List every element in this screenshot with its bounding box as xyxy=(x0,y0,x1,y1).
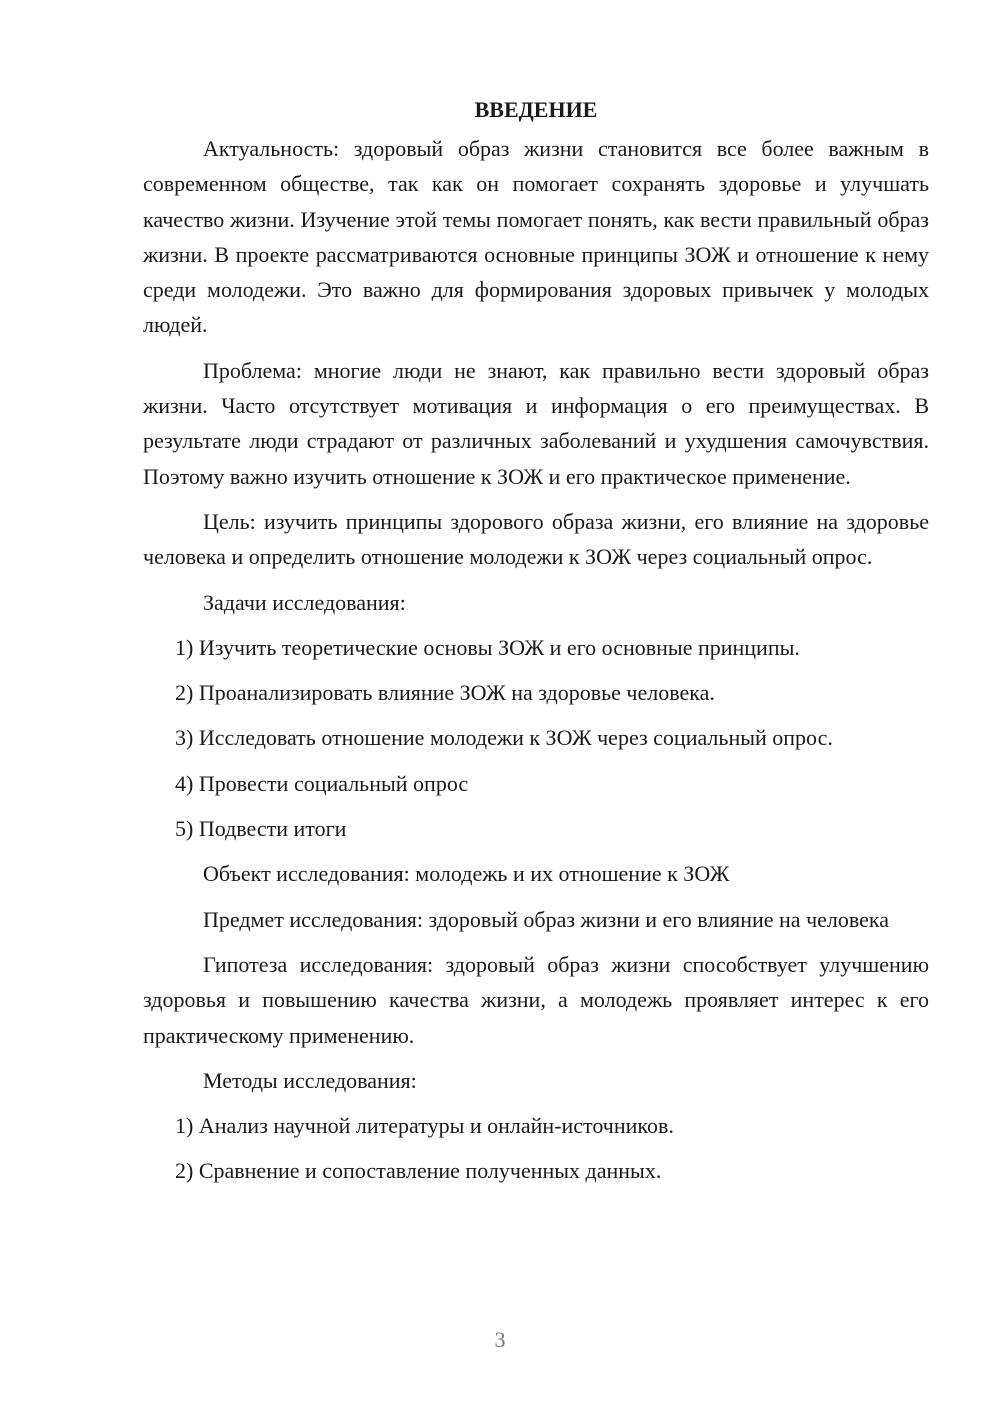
page-number: 3 xyxy=(494,1327,506,1352)
problem-paragraph: Проблема: многие люди не знают, как правильно вести здоровый образ жизни. Часто отсутствует мотивация и информация о его преимуществах. В результате люди страдают от различных заболеваний и ухудшения самочувствия. Поэтому важно изучить отношение к ЗОЖ и его практическое применение. xyxy=(143,357,929,489)
tasks-list xyxy=(143,630,929,846)
goal-paragraph: Цель: изучить принципы здорового образа жизни, его влияние на здоровье человека и определить отношение молодежи к ЗОЖ через социальный опрос. xyxy=(143,508,929,570)
page-title: ВВЕДЕНИЕ xyxy=(474,97,598,122)
relevance-paragraph: Актуальность: здоровый образ жизни становится все более важным в современном обществе, так как он помогает сохранять здоровье и улучшать качество жизни. Изучение этой темы помогает понять, как вести правильный образ жизни. В проекте рассматриваются основные принципы ЗОЖ и отношение к нему среди молодежи. Это важно для формирования здоровых привычек у молодых людей. xyxy=(143,136,929,338)
list-item: 1) Анализ научной литературы и онлайн-источников. xyxy=(175,1113,674,1139)
methods-list xyxy=(143,1108,929,1189)
tasks-heading: Задачи исследования: xyxy=(203,589,406,615)
document-page xyxy=(143,92,929,1199)
list-item: 2) Проанализировать влияние ЗОЖ на здоровье человека. xyxy=(175,680,715,706)
list-item: 5) Подвести итоги xyxy=(175,816,347,842)
list-item: 2) Сравнение и сопоставление полученных данных. xyxy=(175,1158,662,1184)
object-paragraph: Объект исследования: молодежь и их отношение к ЗОЖ xyxy=(203,861,730,887)
list-item: 4) Провести социальный опрос xyxy=(175,770,469,796)
hypothesis-paragraph: Гипотеза исследования: здоровый образ жизни способствует улучшению здоровья и повышению качества жизни, а молодежь проявляет интерес к его практическому применению. xyxy=(143,951,929,1048)
list-item: 3) Исследовать отношение молодежи к ЗОЖ через социальный опрос. xyxy=(175,725,833,751)
list-item: 1) Изучить теоретические основы ЗОЖ и его основные принципы. xyxy=(175,634,800,660)
methods-heading: Методы исследования: xyxy=(203,1067,417,1093)
subject-paragraph: Предмет исследования: здоровый образ жизни и его влияние на человека xyxy=(203,906,890,932)
